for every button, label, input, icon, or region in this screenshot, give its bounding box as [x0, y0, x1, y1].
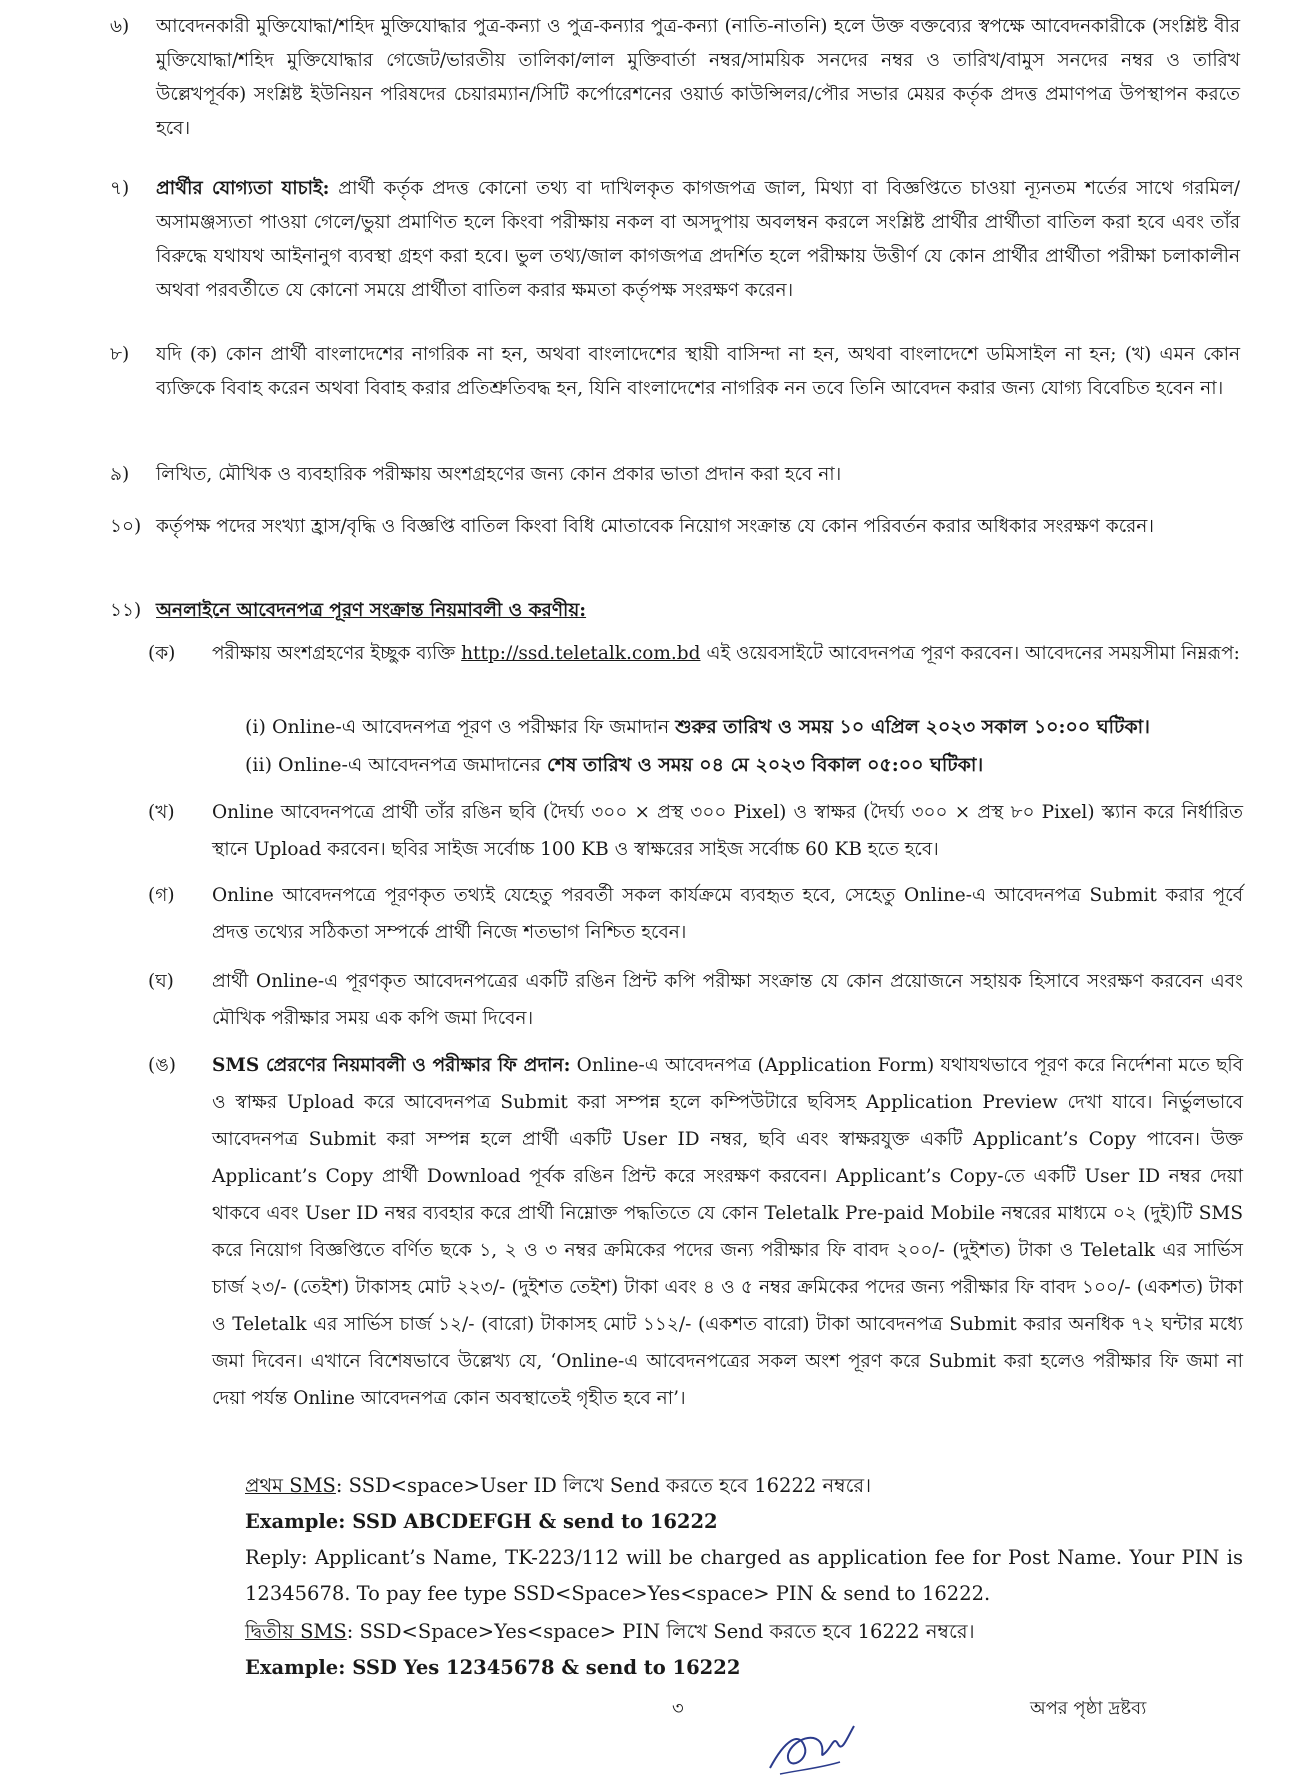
subclause-body: Online-এ আবেদনপত্র (Application Form) যথাযথভাবে পূরণ করে নির্দেশনা মতে ছবি ও স্বাক্ষর Upload করে আবেদনপত্র Submit করা সম্পন্ন হলে কম্পিউটারে ছবিসহ Application Preview দেখা যাবে। নির্ভুলভাবে আবেদনপত্র Submit করা সম্পন্ন হলে প্রার্থী একটি User ID নম্বর, ছবি এবং স্বাক্ষরযুক্ত একটি Applicant’s Copy পাবেন। উক্ত Applicant’s Copy প্রার্থী Download পূর্বক রঙিন প্রিন্ট করে সংরক্ষণ করবেন। Applicant’s Copy-তে একটি User ID নম্বর দেয়া থাকবে এবং User ID নম্বর ব্যবহার করে প্রার্থী নিম্নোক্ত পদ্ধতিতে যে কোন Teletalk Pre-paid Mobile নম্বরের মাধ্যমে ০২ (দুই)টি SMS করে নিয়োগ বিজ্ঞপ্তিতে বর্ণিত ছকে ১, ২ ও ৩ নম্বর ক্রমিকের পদের জন্য পরীক্ষার ফি বাবদ ২০০/- (দুইশত) টাকা ও Teletalk এর সার্ভিস চার্জ ২৩/- (তেইশ) টাকাসহ মোট ২২৩/- (দুইশত তেইশ) টাকা এবং ৪ ও ৫ নম্বর ক্রমিকের পদের জন্য পরীক্ষার ফি বাবদ ১০০/- (একশত) টাকা ও Teletalk এর সার্ভিস চার্জ ১২/- (বারো) টাকাসহ মোট ১১২/- (একশত বারো) টাকা আবেদনপত্র Submit করার অনধিক ৭২ ঘন্টার মধ্যে জমা দিবেন। এখানে বিশেষভাবে উল্লেখ্য যে, ‘Online-এ আবেদনপত্রের সকল অংশ পূরণ করে Submit করা হলেও পরীক্ষার ফি জমা না দেয়া পর্যন্ত Online আবেদনপত্র কোন অবস্থাতেই গৃহীত হবে না’।: [212, 1055, 1244, 1409]
schedule-end: [245, 746, 1245, 784]
first-sms: [245, 1468, 1243, 1504]
second-sms-label: দ্বিতীয় SMS: [245, 1620, 347, 1643]
subclause-label: (ক): [148, 643, 176, 664]
schedule-start-prefix: (i) Online-এ আবেদনপত্র পূরণ ও পরীক্ষার ফি জমাদান: [245, 716, 676, 738]
clause-number: ৬): [110, 16, 130, 37]
subclause-umo: [148, 1047, 1243, 1417]
subclause-text: প্রার্থী Online-এ পূরণকৃত আবেদনপত্রের একটি রঙিন প্রিন্ট কপি পরীক্ষা সংক্রান্ত যে কোন প্রয়োজনে সহায়ক হিসাবে সংরক্ষণ করবেন এবং মৌখিক পরীক্ষার সময় এক কপি জমা দিবেন।: [212, 971, 1243, 1029]
subclause-kha: [148, 794, 1243, 868]
first-sms-example: Example: SSD ABCDEFGH & send to 16222: [245, 1510, 718, 1533]
clause-number: ৭): [110, 178, 130, 199]
schedule-end-prefix: (ii) Online-এ আবেদনপত্র জমাদানের: [245, 754, 547, 776]
text-before: পরীক্ষায় অংশগ্রহণের ইচ্ছুক ব্যক্তি: [212, 643, 462, 664]
clause-8: [110, 338, 1240, 406]
subclause-label: (খ): [148, 802, 175, 823]
subclause-ga: [148, 877, 1243, 951]
subclause-title: SMS প্রেরণের নিয়মাবলী ও পরীক্ষার ফি প্রদান:: [212, 1055, 571, 1076]
clause-10: [110, 510, 1240, 544]
schedule-end-date: শেষ তারিখ ও সময় ০৪ মে ২০২৩ বিকাল ০৫:০০ ঘটিকা।: [547, 754, 984, 776]
clause-number: ১০): [110, 516, 142, 537]
second-sms-text: : SSD<Space>Yes<space> PIN লিখে Send করতে হবে 16222 নম্বরে।: [346, 1620, 975, 1643]
clause-number: ১১): [110, 600, 142, 621]
clause-9: [110, 458, 1240, 492]
second-sms: [245, 1614, 1243, 1650]
subclause-text: Online আবেদনপত্রে প্রার্থী তাঁর রঙিন ছবি (দৈর্ঘ্য ৩০০ × প্রস্থ ৩০০ Pixel) ও স্বাক্ষর (দৈর্ঘ্য ৩০০ × প্রস্থ ৮০ Pixel) স্ক্যান করে নির্ধারিত স্থানে Upload করবেন। ছবির সাইজ সর্বোচ্চ 100 KB ও স্বাক্ষরের সাইজ সর্বোচ্চ 60 KB হতে হবে।: [212, 802, 1243, 860]
clause-text: আবেদনকারী মুক্তিযোদ্ধা/শহিদ মুক্তিযোদ্ধার পুত্র-কন্যা ও পুত্র-কন্যার পুত্র-কন্যা (নাতি-নাতনি) হলে উক্ত বক্তব্যের স্বপক্ষে আবেদনকারীকে (সংশ্লিষ্ট বীর মুক্তিযোদ্ধা/শহিদ মুক্তিযোদ্ধার গেজেট/ভারতীয় তালিকা/লাল মুক্তিবার্তা নম্বর/সাময়িক সনদের নম্বর ও তারিখ/বামুস সনদের নম্বর ও তারিখ উল্লেখপূর্বক) সংশ্লিষ্ট ইউনিয়ন পরিষদের চেয়ারম্যান/সিটি কর্পোরেশনের ওয়ার্ড কাউন্সিলর/পৌর সভার মেয়র কর্তৃক প্রদত্ত প্রমাণপত্র উপস্থাপন করতে হবে।: [156, 16, 1240, 139]
next-page-note: অপর পৃষ্ঠা দ্রষ্টব্য: [1030, 1698, 1147, 1719]
subclause-label: (ঙ): [148, 1055, 177, 1076]
page-number: ৩: [672, 1698, 684, 1719]
subclause-text: Online আবেদনপত্রে পূরণকৃত তথ্যই যেহেতু পরবর্তী সকল কার্যক্রমে ব্যবহৃত হবে, সেহেতু Online-এ আবেদনপত্র Submit করার পূর্বে প্রদত্ত তথ্যের সঠিকতা সম্পর্কে প্রার্থী নিজে শতভাগ নিশ্চিত হবেন।: [212, 885, 1243, 943]
clause-text: কর্তৃপক্ষ পদের সংখ্যা হ্রাস/বৃদ্ধি ও বিজ্ঞপ্তি বাতিল কিংবা বিধি মোতাবেক নিয়োগ সংক্রান্ত যে কোন পরিবর্তন করার অধিকার সংরক্ষণ করেন।: [156, 516, 1154, 537]
sms-instructions: [245, 1468, 1243, 1686]
text-after: এই ওয়েবসাইটে আবেদনপত্র পূরণ করবেন। আবেদনের সময়সীমা নিম্নরূপ:: [700, 643, 1240, 664]
clause-text: [156, 172, 1240, 308]
clause-6: [110, 10, 1240, 146]
schedule-start: [245, 708, 1245, 746]
clause-title: প্রার্থীর যোগ্যতা যাচাই:: [156, 178, 330, 199]
clause-title: অনলাইনে আবেদনপত্র পূরণ সংক্রান্ত নিয়মাবলী ও করণীয়:: [156, 600, 587, 621]
clause-body: প্রার্থী কর্তৃক প্রদত্ত কোনো তথ্য বা দাখিলকৃত কাগজপত্র জাল, মিথ্যা বা বিজ্ঞপ্তিতে চাওয়া ন্যূনতম শর্তের সাথে গরমিল/অসামঞ্জস্যতা পাওয়া গেলে/ভুয়া প্রমাণিত হলে কিংবা পরীক্ষায় নকল বা অসদুপায় অবলম্বন করলে সংশ্লিষ্ট প্রার্থীর প্রার্থীতা বাতিল করা হবে এবং তাঁর বিরুদ্ধে যথাযথ আইনানুগ ব্যবস্থা গ্রহণ করা হবে। ভুল তথ্য/জাল কাগজপত্র প্রদর্শিত হলে পরীক্ষায় উত্তীর্ণ যে কোন প্রার্থীর প্রার্থীতা পরীক্ষা চলাকালীন অথবা পরবর্তীতে যে কোনো সময়ে প্রার্থীতা বাতিল করার ক্ষমতা কর্তৃপক্ষ সংরক্ষণ করেন।: [156, 178, 1241, 301]
sms-reply-text: Reply: Applicant’s Name, TK-223/112 will be charged as application fee for Post Name. Your PIN is 12345678. To pay fee type SSD<Space>Yes<space> PIN & send to 16222.: [245, 1546, 1243, 1605]
clause-7: [110, 172, 1240, 308]
clause-number: ৯): [110, 464, 130, 485]
clause-text: লিখিত, মৌখিক ও ব্যবহারিক পরীক্ষায় অংশগ্রহণের জন্য কোন প্রকার ভাতা প্রদান করা হবে না।: [156, 464, 842, 485]
first-sms-text: : SSD<space>User ID লিখে Send করতে হবে 16222 নম্বরে।: [335, 1474, 872, 1497]
website-link[interactable]: http://ssd.teletalk.com.bd: [461, 643, 701, 664]
subclause-label: (গ): [148, 885, 175, 906]
clause-11: [110, 594, 1240, 628]
subclause-text: [212, 1047, 1243, 1417]
subclause-label: (ঘ): [148, 971, 174, 992]
second-sms-example: Example: SSD Yes 12345678 & send to 16222: [245, 1656, 741, 1679]
signature-icon: [760, 1700, 870, 1780]
first-sms-label: প্রথম SMS: [245, 1474, 336, 1497]
schedule-start-date: শুরুর তারিখ ও সময় ১০ এপ্রিল ২০২৩ সকাল ১০:০০ ঘটিকা।: [675, 716, 1150, 738]
subclause-text: [212, 635, 1243, 672]
clause-text: যদি (ক) কোন প্রার্থী বাংলাদেশের নাগরিক না হন, অথবা বাংলাদেশের স্থায়ী বাসিন্দা না হন, অথবা বাংলাদেশে ডমিসাইল না হন; (খ) এমন কোন ব্যক্তিকে বিবাহ করেন অথবা বিবাহ করার প্রতিশ্রুতিবদ্ধ হন, যিনি বাংলাদেশের নাগরিক নন তবে তিনি আবেদন করার জন্য যোগ্য বিবেচিত হবেন না।: [156, 344, 1240, 399]
subclause-ka: [148, 635, 1243, 672]
subclause-gha: [148, 963, 1243, 1037]
clause-number: ৮): [110, 344, 130, 365]
